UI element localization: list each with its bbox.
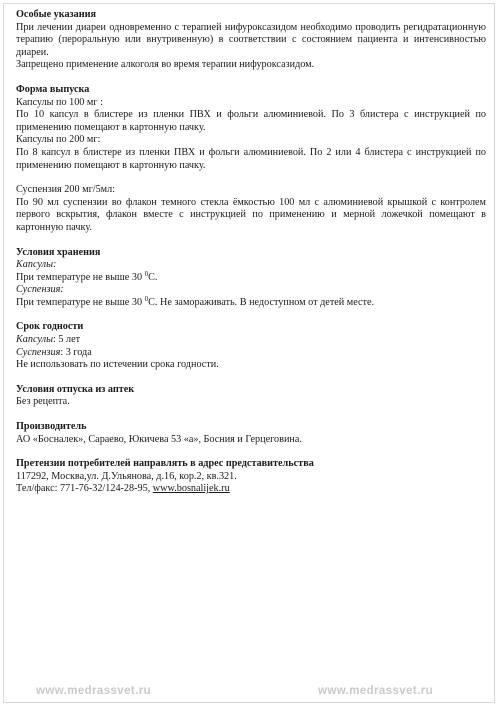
special-instructions-text: При лечении диареи одновременно с терапией нифуроксазидом необходимо проводить регидратационную терапию (пероральную или внутривенную) в соответствии с состоянием пациента и интенсивностью диареи. [16, 21, 486, 58]
claims-address: 117292, Москва,ул. Д.Ульянова, д.16, кор.2, кв.321. [16, 470, 237, 482]
storage-suspension-text: При температуре не выше 30 $^0$С. Не замораживать. В недоступном от детей месте. [16, 294, 375, 308]
storage-capsules-label: Капсулы: [16, 259, 57, 271]
website-link[interactable]: www.bosnalijek.ru [152, 483, 230, 495]
shelf-life-suspension: Суспензия: 3 года [16, 346, 92, 358]
storage-suspension-label: Суспензия: [16, 284, 64, 296]
release-form-heading: Форма выпуска [16, 83, 90, 95]
capsules-100-title: Капсулы по 100 мг : [16, 96, 103, 108]
suspension-text: По 90 мл суспензии во флакон темного стекла ёмкостью 100 мл с алюминиевой крышкой с контролем первого вскрытия, флакон вместе с инструкцией по применению и мерной ложечкой помещают в картонную пачку. [16, 196, 486, 233]
suspension-title: Суспензия 200 мг/5мл: [16, 184, 116, 196]
dispensing-heading: Условия отпуска из аптек [16, 383, 135, 395]
manufacturer-text: АО «Босналек», Сараево, Юкичева 53 «а», Босния и Герцеговина. [16, 433, 302, 445]
shelf-life-capsules: Капсулы: 5 лет [16, 334, 81, 346]
manufacturer-heading: Производитель [16, 421, 87, 433]
claims-phone: Тел/факс: 771-76-32/124-28-95, www.bosnalijek.ru [16, 483, 230, 495]
capsules-200-text: По 8 капсул в блистере из пленки ПВХ и фольги алюминиевой. По 2 или 4 блистера с инструкцией по применению помещают в картонную пачку. [16, 146, 486, 171]
claims-heading: Претензии потребителей направлять в адрес представительства [16, 458, 314, 470]
alcohol-warning-text: Запрещено применение алкоголя во время терапии нифуроксазидом. [16, 59, 315, 71]
special-instructions-heading: Особые указания [16, 9, 96, 20]
instruction-content [16, 9, 486, 496]
capsules-100-text: По 10 капсул в блистере из пленки ПВХ и фольги алюминиевой. По 3 блистера с инструкцией по применению помещают в картонную пачку. [16, 109, 486, 133]
shelf-life-heading: Срок годности [16, 321, 84, 333]
storage-heading: Условия хранения [16, 246, 101, 258]
storage-capsules-text: При температуре не выше 30 $^0$С. [16, 269, 158, 283]
watermark-right: www.medrassvet.ru [318, 685, 434, 697]
watermark-left: www.medrassvet.ru [36, 685, 152, 697]
dispensing-text: Без рецепта. [16, 396, 70, 408]
capsules-200-title: Капсулы по 200 мг: [16, 134, 101, 146]
shelf-life-note: Не использовать по истечении срока годности. [16, 359, 219, 371]
